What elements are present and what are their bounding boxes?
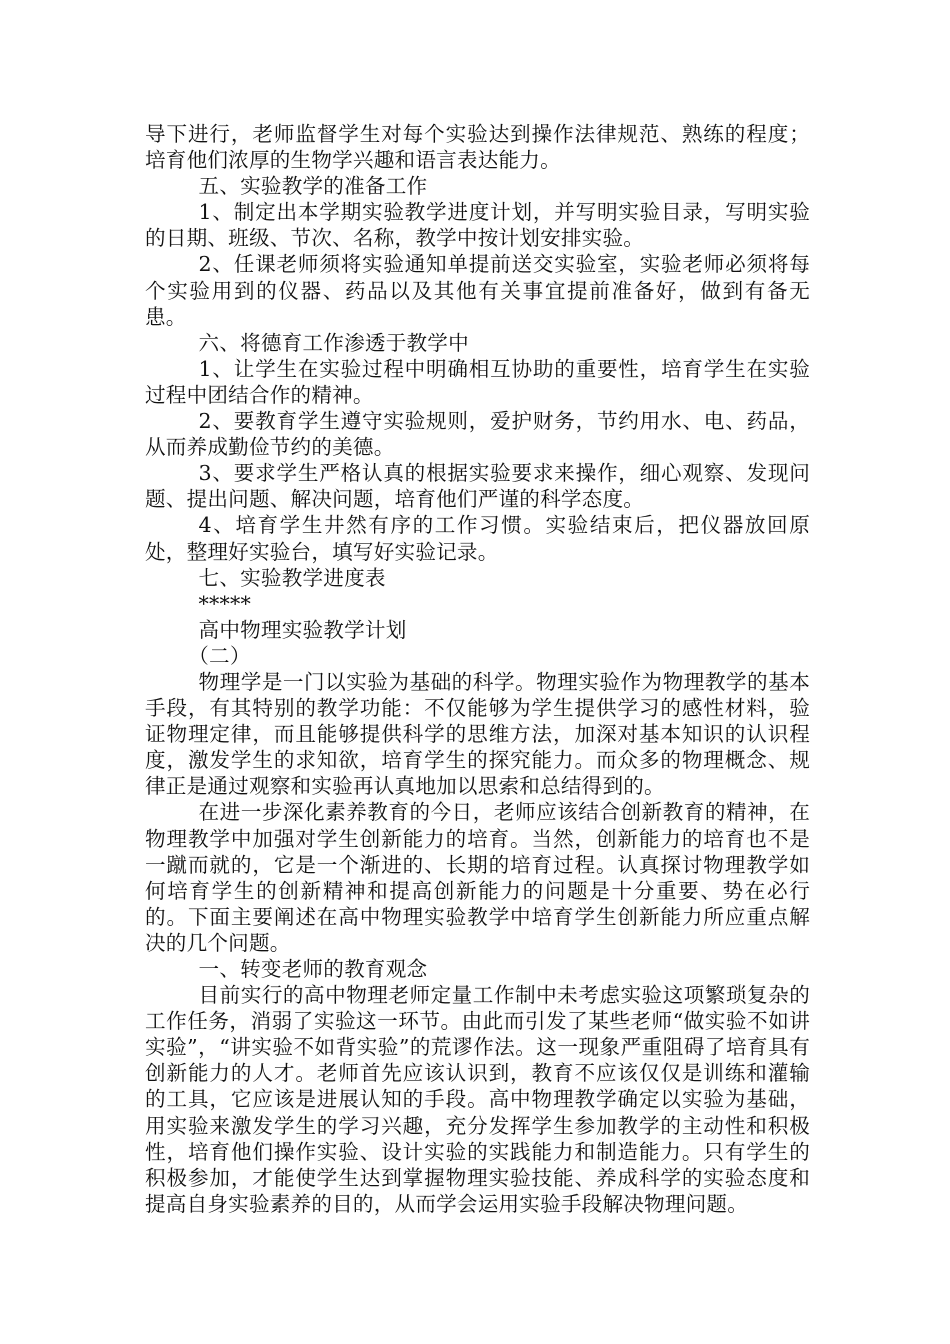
section-heading-prep-work: 五、实验教学的准备工作 <box>198 174 428 199</box>
separator-stars: ***** <box>198 591 252 616</box>
section-heading-moral-education: 六、将德育工作渗透于教学中 <box>198 330 469 355</box>
paragraph-moral-item-4: 4、培育学生井然有序的工作习惯。实验结束后，把仪器放回原处，整理好实验台，填写好实验记录。 <box>145 513 810 564</box>
paragraph-moral-item-3: 3、要求学生严格认真的根据实验要求来操作，细心观察、发现问题、提出问题、解决问题，培育他们严谨的科学态度。 <box>145 461 810 512</box>
document-page <box>145 121 810 1217</box>
document-subtitle: （二） <box>188 643 251 668</box>
paragraph-continuation: 导下进行，老师监督学生对每个实验达到操作法律规范、熟练的程度；培育他们浓厚的生物学兴趣和语言表达能力。 <box>145 122 810 173</box>
document-title: 高中物理实验教学计划 <box>198 617 407 642</box>
paragraph-prep-item-1: 1、制定出本学期实验教学进度计划，并写明实验目录，写明实验的日期、班级、节次、名称，教学中按计划安排实验。 <box>145 200 810 251</box>
section-heading-schedule: 七、实验教学进度表 <box>198 565 386 590</box>
paragraph-moral-item-1: 1、让学生在实验过程中明确相互协助的重要性，培育学生在实验过程中团结合作的精神。 <box>145 356 810 407</box>
paragraph-prep-item-2: 2、任课老师须将实验通知单提前送交实验室，实验老师必须将每个实验用到的仪器、药品以及其他有关事宜提前准备好，做到有备无患。 <box>145 252 810 329</box>
paragraph-moral-item-2: 2、要教育学生遵守实验规则，爱护财务，节约用水、电、药品，从而养成勤俭节约的美德。 <box>145 409 810 460</box>
section-heading-teacher-concept: 一、转变老师的教育观念 <box>198 957 428 981</box>
paragraph-teacher-concept: 目前实行的高中物理老师定量工作制中未考虑实验这项繁琐复杂的工作任务，消弱了实验这一环节。由此而引发了某些老师“做实验不如讲实验”，“讲实验不如背实验”的荒谬作法。这一现象严重阻碍了培育具有创新能力的人才。老师首先应该认识到，教育不应该仅仅是训练和灌输的工具，它应该是进展认知的手段。高中物理教学确定以实验为基础，用实验来激发学生的学习兴趣，充分发挥学生参加教学的主动性和积极性，培育他们操作实验、设计实验的实践能力和制造能力。只有学生的积极参加，才能使学生达到掌握物理实验技能、养成科学的实验态度和提高自身实验素养的目的，从而学会运用实验手段解决物理问题。 <box>145 983 810 1216</box>
paragraph-innovation: 在进一步深化素养教育的今日，老师应该结合创新教育的精神，在物理教学中加强对学生创新能力的培育。当然，创新能力的培育也不是一蹴而就的，它是一个渐进的、长期的培育过程。认真探讨物理教学如何培育学生的创新精神和提高创新能力的问题是十分重要、势在必行的。下面主要阐述在高中物理实验教学中培育学生创新能力所应重点解决的几个问题。 <box>145 800 810 955</box>
paragraph-intro: 物理学是一门以实验为基础的科学。物理实验作为物理教学的基本手段，有其特别的教学功能：不仅能够为学生提供学习的感性材料，验证物理定律，而且能够提供科学的思维方法，加深对基本知识的认识程度，激发学生的求知欲，培育学生的探究能力。而众多的物理概念、规律正是通过观察和实验再认真地加以思索和总结得到的。 <box>145 669 810 799</box>
